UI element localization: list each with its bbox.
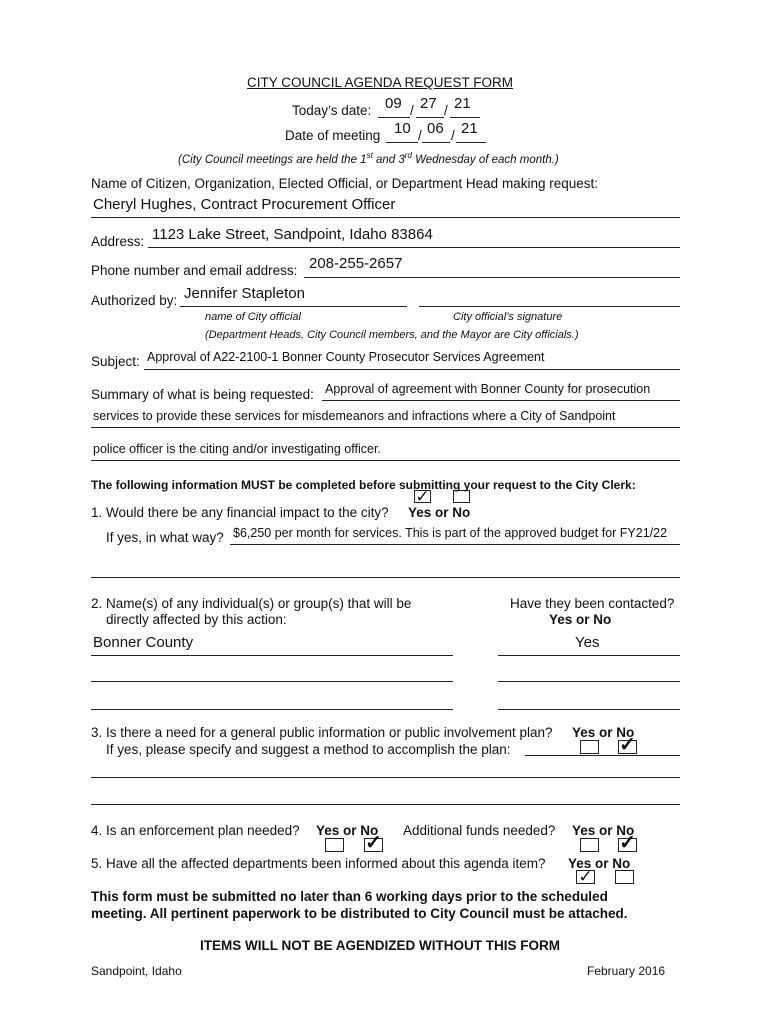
q5-question: 5. Have all the affected departments been informed about this agenda item? xyxy=(91,856,546,871)
official-signature-line xyxy=(419,306,680,307)
phone-line xyxy=(304,277,680,278)
address-line xyxy=(148,247,680,248)
q5-no-checkbox[interactable] xyxy=(615,870,634,884)
today-day-line xyxy=(416,117,444,118)
summary-underline-2 xyxy=(91,427,680,428)
summary-line-1[interactable]: Approval of agreement with Bonner County for prosecution xyxy=(325,382,651,396)
subject-line xyxy=(144,369,680,370)
phone-label: Phone number and email address: xyxy=(91,263,298,278)
todays-date-label: Today’s date: xyxy=(292,103,372,118)
date-separator: / xyxy=(410,103,414,118)
summary-line-2[interactable]: services to provide these services for misdemeanors and infractions where a City of Sandpoint xyxy=(93,409,616,423)
q2-contacted-line-2 xyxy=(498,681,680,682)
summary-underline-1 xyxy=(322,400,680,401)
q4-yes-checkbox[interactable] xyxy=(325,838,344,852)
q4b-yes-no: Yes or No xyxy=(572,823,635,838)
meeting-year-line xyxy=(456,142,486,143)
authorized-field[interactable]: Jennifer Stapleton xyxy=(184,285,305,302)
subject-label: Subject: xyxy=(91,354,140,369)
q2-contacted-line-3 xyxy=(498,709,680,710)
q1-how-label: If yes, in what way? xyxy=(106,530,224,545)
today-year-line xyxy=(450,117,480,118)
footer-location: Sandpoint, Idaho xyxy=(91,964,182,978)
requester-field[interactable]: Cheryl Hughes, Contract Procurement Officer xyxy=(93,196,396,213)
authorized-label: Authorized by: xyxy=(91,293,178,308)
q4b-question: Additional funds needed? xyxy=(403,823,556,838)
q1-how-field[interactable]: $6,250 per month for services. This is part of the approved budget for FY21/22 xyxy=(233,526,668,540)
q1-yes-no: Yes or No xyxy=(408,505,471,520)
q3-question-line-2: If yes, please specify and suggest a method to accomplish the plan: xyxy=(106,742,511,757)
check-mark-icon: ✓ xyxy=(578,867,593,886)
q3-method-line xyxy=(525,755,680,756)
meeting-month-line xyxy=(386,142,418,143)
meeting-year[interactable]: 21 xyxy=(461,120,478,137)
date-separator: / xyxy=(451,128,455,143)
q1-how-line xyxy=(230,544,680,545)
q2-contacted-field[interactable]: Yes xyxy=(575,634,600,651)
form-title: CITY COUNCIL AGENDA REQUEST FORM xyxy=(247,75,514,90)
today-day[interactable]: 27 xyxy=(420,95,437,112)
q4b-yes-checkbox[interactable] xyxy=(580,838,599,852)
meeting-day-line xyxy=(422,142,450,143)
submission-notice-line-2: meeting. All pertinent paperwork to be distributed to City Council must be attached. xyxy=(91,906,628,921)
must-complete-notice: The following information MUST be completed before submitting your request to the City Clerk: xyxy=(91,478,636,492)
check-mark-icon: ✓ xyxy=(619,734,636,756)
q3-extra-line-1 xyxy=(91,777,680,778)
check-mark-icon: ✓ xyxy=(365,832,382,854)
q4-yes-no: Yes or No xyxy=(316,823,379,838)
q1-no-checkbox[interactable] xyxy=(453,490,470,503)
q2-name-line-2 xyxy=(91,681,453,682)
q3-yes-checkbox[interactable] xyxy=(580,740,599,754)
footer-date: February 2016 xyxy=(587,964,666,978)
q2-contacted-label: Have they been contacted? xyxy=(510,596,675,611)
summary-line-3[interactable]: police officer is the citing and/or investigating officer. xyxy=(93,442,381,456)
meeting-month[interactable]: 10 xyxy=(394,120,411,137)
requester-line xyxy=(91,217,680,218)
q5-yes-no: Yes or No xyxy=(568,856,631,871)
q2-name-line-1 xyxy=(91,655,453,656)
address-field[interactable]: 1123 Lake Street, Sandpoint, Idaho 83864 xyxy=(152,226,433,243)
summary-label: Summary of what is being requested: xyxy=(91,387,314,402)
q2-name-line-3 xyxy=(91,709,453,710)
q3-extra-line-2 xyxy=(91,804,680,805)
today-month[interactable]: 09 xyxy=(385,95,402,112)
q2-yes-no: Yes or No xyxy=(549,612,612,627)
check-mark-icon: ✓ xyxy=(415,487,430,506)
q2-question-line-1: 2. Name(s) of any individual(s) or group(s) that will be xyxy=(91,596,412,611)
official-name-line xyxy=(180,306,407,307)
summary-underline-3 xyxy=(91,460,680,461)
official-signature-caption: City official’s signature xyxy=(453,311,563,323)
date-separator: / xyxy=(444,103,448,118)
meeting-date-label: Date of meeting xyxy=(285,128,381,143)
meeting-day[interactable]: 06 xyxy=(427,120,444,137)
submission-notice-line-1: This form must be submitted no later than 6 working days prior to the scheduled xyxy=(91,889,608,904)
q1-extra-line xyxy=(91,577,680,578)
items-notice: ITEMS WILL NOT BE AGENDIZED WITHOUT THIS FORM xyxy=(200,938,560,953)
address-label: Address: xyxy=(91,234,145,249)
q1-question: 1. Would there be any financial impact to the city? xyxy=(91,505,389,520)
q3-question-line-1: 3. Is there a need for a general public information or public involvement plan? xyxy=(91,725,553,740)
q2-question-line-2: directly affected by this action: xyxy=(106,612,287,627)
today-year[interactable]: 21 xyxy=(454,95,471,112)
date-separator: / xyxy=(418,128,422,143)
q4-question: 4. Is an enforcement plan needed? xyxy=(91,823,300,838)
q2-contacted-line-1 xyxy=(498,655,680,656)
q2-name-field[interactable]: Bonner County xyxy=(93,634,194,651)
requester-label: Name of Citizen, Organization, Elected Official, or Department Head making request: xyxy=(91,176,598,191)
phone-field[interactable]: 208-255-2657 xyxy=(309,255,403,272)
official-name-caption: name of City official xyxy=(205,311,301,323)
officials-note: (Department Heads, City Council members, and the Mayor are City officials.) xyxy=(205,329,579,341)
today-month-line xyxy=(378,117,410,118)
meeting-schedule-note: (City Council meetings are held the 1st and 3rd Wednesday of each month.) xyxy=(178,151,559,166)
q3-yes-no: Yes or No xyxy=(572,725,635,740)
subject-field[interactable]: Approval of A22-2100-1 Bonner County Prosecutor Services Agreement xyxy=(147,350,545,364)
check-mark-icon: ✓ xyxy=(619,832,636,854)
